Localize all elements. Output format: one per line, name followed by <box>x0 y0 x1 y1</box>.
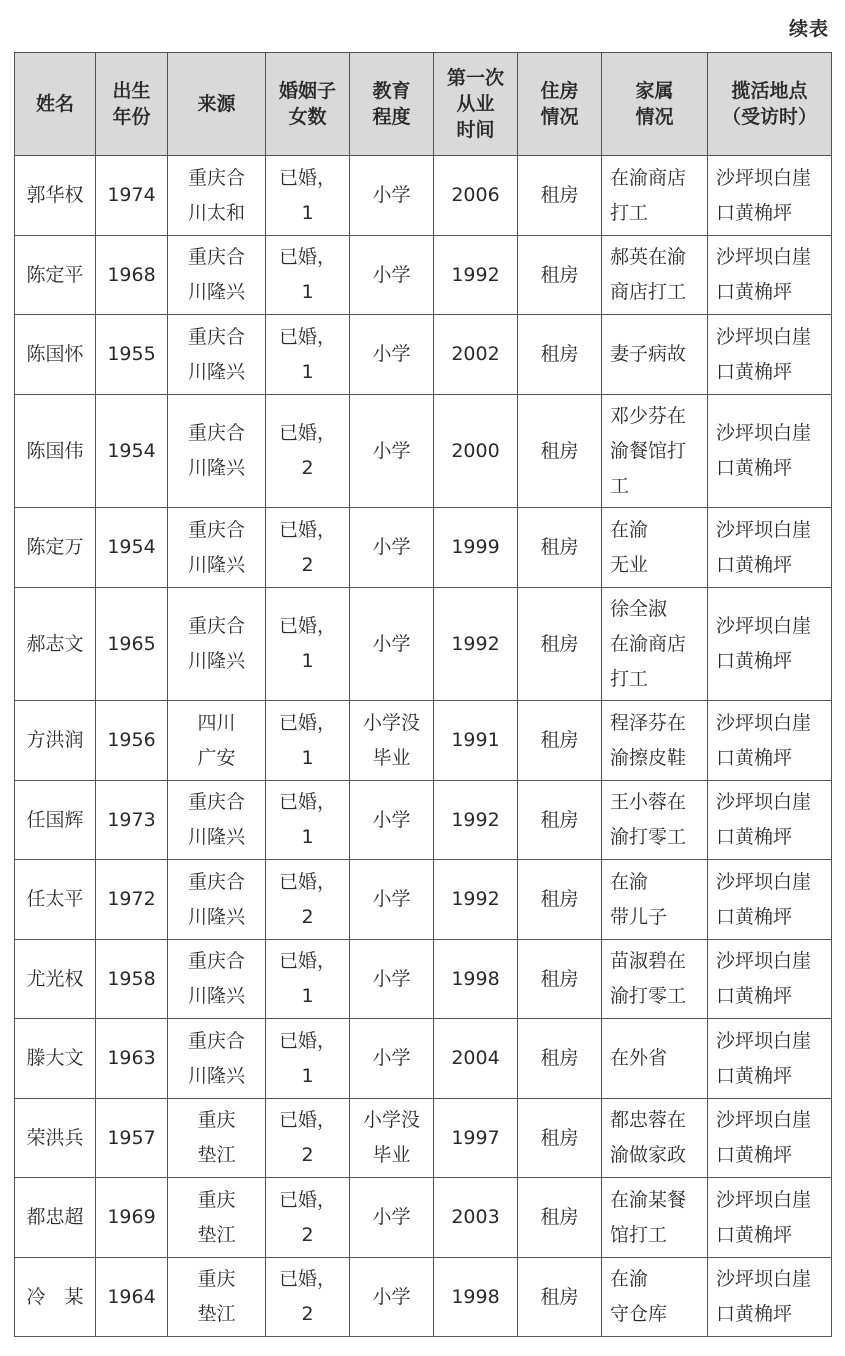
header-name: 姓名 <box>15 53 96 156</box>
cell-birth-year: 1972 <box>96 860 168 940</box>
cell-housing: 租房 <box>518 781 602 860</box>
cell-name: 尤光权 <box>15 940 96 1019</box>
cell-marriage-children: 已婚， 1 <box>266 701 350 781</box>
cell-origin: 重庆合 川隆兴 <box>168 781 266 860</box>
cell-marriage-children: 已婚， 1 <box>266 1019 350 1099</box>
header-row <box>15 53 832 156</box>
cell-work-location: 沙坪坝白崖 口黄桷坪 <box>708 1019 832 1099</box>
cell-marriage-children: 已婚， 2 <box>266 395 350 508</box>
cell-work-location: 沙坪坝白崖 口黄桷坪 <box>708 588 832 701</box>
table-row <box>15 236 832 315</box>
cell-family: 徐全淑 在渝商店 打工 <box>602 588 708 701</box>
cell-name: 陈国怀 <box>15 315 96 395</box>
cell-origin: 重庆合 川隆兴 <box>168 315 266 395</box>
cell-birth-year: 1968 <box>96 236 168 315</box>
table-row <box>15 701 832 781</box>
cell-origin: 重庆合 川隆兴 <box>168 236 266 315</box>
table-row <box>15 1099 832 1178</box>
cell-origin: 重庆合 川隆兴 <box>168 588 266 701</box>
cell-housing: 租房 <box>518 236 602 315</box>
cell-origin: 重庆 垫江 <box>168 1258 266 1337</box>
cell-name: 任太平 <box>15 860 96 940</box>
cell-birth-year: 1956 <box>96 701 168 781</box>
cell-work-location: 沙坪坝白崖 口黄桷坪 <box>708 860 832 940</box>
cell-education: 小学 <box>350 156 434 236</box>
cell-first-work-time: 1997 <box>434 1099 518 1178</box>
cell-name: 都忠超 <box>15 1178 96 1258</box>
cell-education: 小学 <box>350 1019 434 1099</box>
cell-birth-year: 1955 <box>96 315 168 395</box>
cell-family: 在渝 守仓库 <box>602 1258 708 1337</box>
cell-birth-year: 1954 <box>96 395 168 508</box>
cell-education: 小学 <box>350 781 434 860</box>
cell-birth-year: 1973 <box>96 781 168 860</box>
cell-education: 小学 <box>350 236 434 315</box>
cell-family: 妻子病故 <box>602 315 708 395</box>
cell-housing: 租房 <box>518 1019 602 1099</box>
cell-birth-year: 1974 <box>96 156 168 236</box>
header-work-location: 揽活地点 （受访时） <box>708 53 832 156</box>
cell-marriage-children: 已婚， 2 <box>266 860 350 940</box>
cell-origin: 重庆 垫江 <box>168 1099 266 1178</box>
cell-housing: 租房 <box>518 156 602 236</box>
cell-work-location: 沙坪坝白崖 口黄桷坪 <box>708 315 832 395</box>
worker-info-table <box>14 52 832 1337</box>
cell-education: 小学 <box>350 1178 434 1258</box>
table-row <box>15 781 832 860</box>
cell-work-location: 沙坪坝白崖 口黄桷坪 <box>708 701 832 781</box>
cell-name: 冷 某 <box>15 1258 96 1337</box>
cell-family: 在渝某餐 馆打工 <box>602 1178 708 1258</box>
cell-marriage-children: 已婚， 1 <box>266 940 350 1019</box>
header-housing: 住房 情况 <box>518 53 602 156</box>
cell-first-work-time: 1992 <box>434 236 518 315</box>
cell-name: 陈定平 <box>15 236 96 315</box>
cell-housing: 租房 <box>518 395 602 508</box>
cell-first-work-time: 2000 <box>434 395 518 508</box>
cell-work-location: 沙坪坝白崖 口黄桷坪 <box>708 940 832 1019</box>
cell-work-location: 沙坪坝白崖 口黄桷坪 <box>708 156 832 236</box>
cell-housing: 租房 <box>518 1258 602 1337</box>
cell-marriage-children: 已婚， 2 <box>266 1099 350 1178</box>
cell-first-work-time: 2006 <box>434 156 518 236</box>
cell-origin: 重庆合 川隆兴 <box>168 860 266 940</box>
cell-work-location: 沙坪坝白崖 口黄桷坪 <box>708 236 832 315</box>
table-row <box>15 860 832 940</box>
cell-marriage-children: 已婚， 1 <box>266 236 350 315</box>
cell-name: 郝志文 <box>15 588 96 701</box>
table-row <box>15 1258 832 1337</box>
cell-first-work-time: 2002 <box>434 315 518 395</box>
cell-work-location: 沙坪坝白崖 口黄桷坪 <box>708 395 832 508</box>
cell-first-work-time: 1991 <box>434 701 518 781</box>
cell-birth-year: 1969 <box>96 1178 168 1258</box>
cell-first-work-time: 1992 <box>434 860 518 940</box>
cell-birth-year: 1965 <box>96 588 168 701</box>
cell-name: 滕大文 <box>15 1019 96 1099</box>
cell-first-work-time: 2004 <box>434 1019 518 1099</box>
header-origin: 来源 <box>168 53 266 156</box>
cell-origin: 重庆合 川隆兴 <box>168 1019 266 1099</box>
header-first-work-time: 第一次 从业 时间 <box>434 53 518 156</box>
cell-marriage-children: 已婚， 2 <box>266 1178 350 1258</box>
cell-family: 在渝商店 打工 <box>602 156 708 236</box>
cell-birth-year: 1964 <box>96 1258 168 1337</box>
cell-family: 在渝 带儿子 <box>602 860 708 940</box>
cell-family: 郝英在渝 商店打工 <box>602 236 708 315</box>
header-marriage-children: 婚姻子 女数 <box>266 53 350 156</box>
cell-education: 小学 <box>350 1258 434 1337</box>
cell-name: 任国辉 <box>15 781 96 860</box>
cell-education: 小学没 毕业 <box>350 1099 434 1178</box>
cell-marriage-children: 已婚， 1 <box>266 588 350 701</box>
cell-housing: 租房 <box>518 588 602 701</box>
cell-education: 小学 <box>350 395 434 508</box>
cell-education: 小学 <box>350 588 434 701</box>
cell-work-location: 沙坪坝白崖 口黄桷坪 <box>708 781 832 860</box>
cell-work-location: 沙坪坝白崖 口黄桷坪 <box>708 1178 832 1258</box>
cell-education: 小学 <box>350 860 434 940</box>
table-row <box>15 1178 832 1258</box>
cell-first-work-time: 2003 <box>434 1178 518 1258</box>
cell-origin: 重庆合 川隆兴 <box>168 508 266 588</box>
cell-family: 邓少芬在 渝餐馆打 工 <box>602 395 708 508</box>
table-row <box>15 588 832 701</box>
cell-first-work-time: 1998 <box>434 1258 518 1337</box>
cell-name: 郭华权 <box>15 156 96 236</box>
cell-education: 小学 <box>350 940 434 1019</box>
table-body <box>15 156 832 1337</box>
cell-first-work-time: 1992 <box>434 588 518 701</box>
cell-marriage-children: 已婚， 2 <box>266 1258 350 1337</box>
cell-work-location: 沙坪坝白崖 口黄桷坪 <box>708 508 832 588</box>
cell-housing: 租房 <box>518 508 602 588</box>
cell-name: 荣洪兵 <box>15 1099 96 1178</box>
cell-birth-year: 1954 <box>96 508 168 588</box>
cell-name: 方洪润 <box>15 701 96 781</box>
header-education: 教育 程度 <box>350 53 434 156</box>
cell-origin: 重庆合 川隆兴 <box>168 395 266 508</box>
cell-origin: 重庆 垫江 <box>168 1178 266 1258</box>
cell-marriage-children: 已婚， 1 <box>266 156 350 236</box>
table-row <box>15 508 832 588</box>
table-row <box>15 1019 832 1099</box>
cell-marriage-children: 已婚， 1 <box>266 781 350 860</box>
cell-name: 陈定万 <box>15 508 96 588</box>
cell-housing: 租房 <box>518 940 602 1019</box>
cell-family: 在渝 无业 <box>602 508 708 588</box>
cell-housing: 租房 <box>518 860 602 940</box>
cell-family: 都忠蓉在 渝做家政 <box>602 1099 708 1178</box>
cell-name: 陈国伟 <box>15 395 96 508</box>
cell-birth-year: 1963 <box>96 1019 168 1099</box>
cell-family: 王小蓉在 渝打零工 <box>602 781 708 860</box>
cell-birth-year: 1958 <box>96 940 168 1019</box>
cell-housing: 租房 <box>518 1099 602 1178</box>
header-family: 家属 情况 <box>602 53 708 156</box>
cell-origin: 重庆合 川隆兴 <box>168 940 266 1019</box>
table-row <box>15 940 832 1019</box>
continued-table-label: 续表 <box>788 18 829 40</box>
cell-origin: 重庆合 川太和 <box>168 156 266 236</box>
cell-family: 在外省 <box>602 1019 708 1099</box>
cell-education: 小学 <box>350 315 434 395</box>
cell-family: 程泽芬在 渝擦皮鞋 <box>602 701 708 781</box>
header-birth-year: 出生 年份 <box>96 53 168 156</box>
cell-marriage-children: 已婚， 2 <box>266 508 350 588</box>
cell-education: 小学 <box>350 508 434 588</box>
cell-birth-year: 1957 <box>96 1099 168 1178</box>
cell-marriage-children: 已婚， 1 <box>266 315 350 395</box>
cell-family: 苗淑碧在 渝打零工 <box>602 940 708 1019</box>
cell-work-location: 沙坪坝白崖 口黄桷坪 <box>708 1258 832 1337</box>
cell-first-work-time: 1992 <box>434 781 518 860</box>
cell-origin: 四川 广安 <box>168 701 266 781</box>
table-row <box>15 315 832 395</box>
cell-housing: 租房 <box>518 701 602 781</box>
cell-first-work-time: 1999 <box>434 508 518 588</box>
cell-housing: 租房 <box>518 1178 602 1258</box>
cell-first-work-time: 1998 <box>434 940 518 1019</box>
cell-housing: 租房 <box>518 315 602 395</box>
cell-work-location: 沙坪坝白崖 口黄桷坪 <box>708 1099 832 1178</box>
table-row <box>15 156 832 236</box>
cell-education: 小学没 毕业 <box>350 701 434 781</box>
table-row <box>15 395 832 508</box>
